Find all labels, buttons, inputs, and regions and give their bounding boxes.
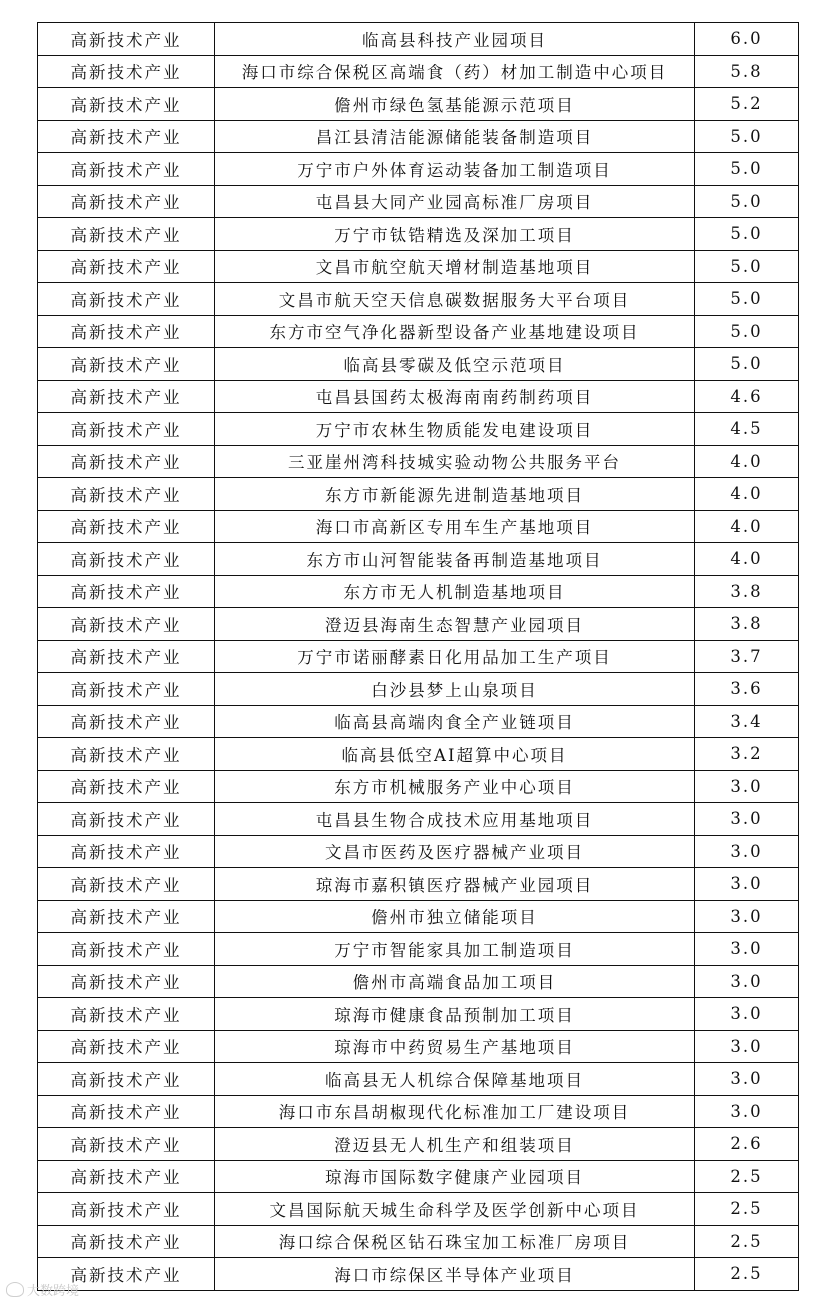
category-cell: 高新技术产业	[38, 933, 215, 966]
category-cell: 高新技术产业	[38, 1128, 215, 1161]
investment-value-cell: 5.0	[695, 283, 799, 316]
category-cell: 高新技术产业	[38, 218, 215, 251]
category-cell: 高新技术产业	[38, 283, 215, 316]
table-row	[38, 413, 799, 446]
investment-value-cell: 3.8	[695, 575, 799, 608]
project-name-cell: 屯昌县国药太极海南南药制药项目	[215, 380, 695, 413]
project-table	[37, 22, 799, 1291]
project-name-cell: 屯昌县生物合成技术应用基地项目	[215, 803, 695, 836]
project-name-cell: 澄迈县海南生态智慧产业园项目	[215, 608, 695, 641]
investment-value-cell: 4.0	[695, 543, 799, 576]
project-name-cell: 琼海市中药贸易生产基地项目	[215, 1030, 695, 1063]
table-row	[38, 23, 799, 56]
table-row	[38, 1225, 799, 1258]
investment-value-cell: 5.0	[695, 153, 799, 186]
project-table-body	[38, 23, 799, 1291]
table-row	[38, 348, 799, 381]
project-name-cell: 儋州市高端食品加工项目	[215, 965, 695, 998]
table-row	[38, 250, 799, 283]
project-name-cell: 琼海市健康食品预制加工项目	[215, 998, 695, 1031]
investment-value-cell: 4.0	[695, 510, 799, 543]
investment-value-cell: 3.0	[695, 998, 799, 1031]
category-cell: 高新技术产业	[38, 478, 215, 511]
project-name-cell: 万宁市诺丽酵素日化用品加工生产项目	[215, 640, 695, 673]
table-row	[38, 120, 799, 153]
project-name-cell: 三亚崖州湾科技城实验动物公共服务平台	[215, 445, 695, 478]
project-name-cell: 东方市机械服务产业中心项目	[215, 770, 695, 803]
investment-value-cell: 3.0	[695, 868, 799, 901]
investment-value-cell: 3.0	[695, 770, 799, 803]
category-cell: 高新技术产业	[38, 1063, 215, 1096]
project-name-cell: 琼海市嘉积镇医疗器械产业园项目	[215, 868, 695, 901]
table-row	[38, 933, 799, 966]
category-cell: 高新技术产业	[38, 380, 215, 413]
brand-logo-icon	[6, 1282, 24, 1297]
investment-value-cell: 5.0	[695, 250, 799, 283]
table-row	[38, 380, 799, 413]
project-name-cell: 海口市综合保税区高端食（药）材加工制造中心项目	[215, 55, 695, 88]
category-cell: 高新技术产业	[38, 608, 215, 641]
project-name-cell: 东方市新能源先进制造基地项目	[215, 478, 695, 511]
investment-value-cell: 3.4	[695, 705, 799, 738]
investment-value-cell: 5.0	[695, 185, 799, 218]
project-name-cell: 儋州市绿色氢基能源示范项目	[215, 88, 695, 121]
investment-value-cell: 5.0	[695, 218, 799, 251]
table-row	[38, 1193, 799, 1226]
table-row	[38, 1095, 799, 1128]
project-name-cell: 临高县无人机综合保障基地项目	[215, 1063, 695, 1096]
table-row	[38, 965, 799, 998]
category-cell: 高新技术产业	[38, 315, 215, 348]
project-name-cell: 白沙县梦上山泉项目	[215, 673, 695, 706]
table-row	[38, 835, 799, 868]
table-row	[38, 1258, 799, 1291]
category-cell: 高新技术产业	[38, 185, 215, 218]
investment-value-cell: 3.0	[695, 803, 799, 836]
table-row	[38, 283, 799, 316]
project-name-cell: 临高县科技产业园项目	[215, 23, 695, 56]
table-row	[38, 1030, 799, 1063]
investment-value-cell: 5.0	[695, 120, 799, 153]
category-cell: 高新技术产业	[38, 1095, 215, 1128]
investment-value-cell: 2.6	[695, 1128, 799, 1161]
investment-value-cell: 3.0	[695, 900, 799, 933]
category-cell: 高新技术产业	[38, 23, 215, 56]
investment-value-cell: 5.2	[695, 88, 799, 121]
category-cell: 高新技术产业	[38, 900, 215, 933]
investment-value-cell: 2.5	[695, 1193, 799, 1226]
project-name-cell: 文昌市航天空天信息碳数据服务大平台项目	[215, 283, 695, 316]
investment-value-cell: 2.5	[695, 1258, 799, 1291]
project-name-cell: 万宁市户外体育运动装备加工制造项目	[215, 153, 695, 186]
category-cell: 高新技术产业	[38, 1193, 215, 1226]
category-cell: 高新技术产业	[38, 640, 215, 673]
table-row	[38, 868, 799, 901]
investment-value-cell: 5.8	[695, 55, 799, 88]
project-name-cell: 东方市空气净化器新型设备产业基地建设项目	[215, 315, 695, 348]
project-name-cell: 海口市综保区半导体产业项目	[215, 1258, 695, 1291]
category-cell: 高新技术产业	[38, 55, 215, 88]
investment-value-cell: 4.0	[695, 478, 799, 511]
investment-value-cell: 4.5	[695, 413, 799, 446]
investment-value-cell: 5.0	[695, 315, 799, 348]
table-row	[38, 315, 799, 348]
table-row	[38, 1128, 799, 1161]
category-cell: 高新技术产业	[38, 1030, 215, 1063]
project-name-cell: 儋州市独立储能项目	[215, 900, 695, 933]
investment-value-cell: 3.8	[695, 608, 799, 641]
table-row	[38, 510, 799, 543]
investment-value-cell: 3.0	[695, 1030, 799, 1063]
category-cell: 高新技术产业	[38, 1160, 215, 1193]
project-name-cell: 海口市高新区专用车生产基地项目	[215, 510, 695, 543]
category-cell: 高新技术产业	[38, 738, 215, 771]
project-name-cell: 文昌市航空航天增材制造基地项目	[215, 250, 695, 283]
table-row	[38, 705, 799, 738]
investment-value-cell: 2.5	[695, 1160, 799, 1193]
project-name-cell: 万宁市钛锆精选及深加工项目	[215, 218, 695, 251]
project-name-cell: 屯昌县大同产业园高标准厂房项目	[215, 185, 695, 218]
category-cell: 高新技术产业	[38, 445, 215, 478]
project-name-cell: 琼海市国际数字健康产业园项目	[215, 1160, 695, 1193]
investment-value-cell: 3.6	[695, 673, 799, 706]
category-cell: 高新技术产业	[38, 1258, 215, 1291]
table-row	[38, 640, 799, 673]
category-cell: 高新技术产业	[38, 88, 215, 121]
project-name-cell: 万宁市农林生物质能发电建设项目	[215, 413, 695, 446]
table-row	[38, 738, 799, 771]
investment-value-cell: 4.6	[695, 380, 799, 413]
table-row	[38, 1063, 799, 1096]
table-row	[38, 770, 799, 803]
investment-value-cell: 3.0	[695, 1063, 799, 1096]
table-row	[38, 478, 799, 511]
category-cell: 高新技术产业	[38, 705, 215, 738]
category-cell: 高新技术产业	[38, 965, 215, 998]
table-row	[38, 543, 799, 576]
category-cell: 高新技术产业	[38, 998, 215, 1031]
table-row	[38, 218, 799, 251]
category-cell: 高新技术产业	[38, 868, 215, 901]
table-row	[38, 673, 799, 706]
project-name-cell: 临高县高端肉食全产业链项目	[215, 705, 695, 738]
category-cell: 高新技术产业	[38, 250, 215, 283]
category-cell: 高新技术产业	[38, 510, 215, 543]
project-name-cell: 临高县零碳及低空示范项目	[215, 348, 695, 381]
investment-value-cell: 3.0	[695, 965, 799, 998]
investment-value-cell: 2.5	[695, 1225, 799, 1258]
project-name-cell: 东方市无人机制造基地项目	[215, 575, 695, 608]
investment-value-cell: 3.0	[695, 835, 799, 868]
table-row	[38, 153, 799, 186]
table-row	[38, 803, 799, 836]
table-row	[38, 55, 799, 88]
category-cell: 高新技术产业	[38, 835, 215, 868]
investment-value-cell: 3.2	[695, 738, 799, 771]
category-cell: 高新技术产业	[38, 348, 215, 381]
investment-value-cell: 3.7	[695, 640, 799, 673]
watermark	[6, 1280, 79, 1299]
investment-value-cell: 6.0	[695, 23, 799, 56]
project-name-cell: 临高县低空AI超算中心项目	[215, 738, 695, 771]
investment-value-cell: 5.0	[695, 348, 799, 381]
table-row	[38, 900, 799, 933]
category-cell: 高新技术产业	[38, 770, 215, 803]
table-row	[38, 575, 799, 608]
project-name-cell: 海口综合保税区钻石珠宝加工标准厂房项目	[215, 1225, 695, 1258]
category-cell: 高新技术产业	[38, 120, 215, 153]
category-cell: 高新技术产业	[38, 575, 215, 608]
investment-value-cell: 3.0	[695, 1095, 799, 1128]
investment-value-cell: 4.0	[695, 445, 799, 478]
category-cell: 高新技术产业	[38, 413, 215, 446]
category-cell: 高新技术产业	[38, 803, 215, 836]
project-name-cell: 澄迈县无人机生产和组装项目	[215, 1128, 695, 1161]
project-name-cell: 文昌国际航天城生命科学及医学创新中心项目	[215, 1193, 695, 1226]
category-cell: 高新技术产业	[38, 153, 215, 186]
table-row	[38, 608, 799, 641]
table-row	[38, 998, 799, 1031]
project-name-cell: 海口市东昌胡椒现代化标准加工厂建设项目	[215, 1095, 695, 1128]
project-name-cell: 昌江县清洁能源储能装备制造项目	[215, 120, 695, 153]
category-cell: 高新技术产业	[38, 673, 215, 706]
category-cell: 高新技术产业	[38, 543, 215, 576]
investment-value-cell: 3.0	[695, 933, 799, 966]
watermark-text: 大数跨境	[27, 1284, 80, 1299]
table-row	[38, 445, 799, 478]
table-row	[38, 1160, 799, 1193]
project-name-cell: 文昌市医药及医疗器械产业项目	[215, 835, 695, 868]
project-name-cell: 万宁市智能家具加工制造项目	[215, 933, 695, 966]
table-row	[38, 88, 799, 121]
table-row	[38, 185, 799, 218]
project-name-cell: 东方市山河智能装备再制造基地项目	[215, 543, 695, 576]
category-cell: 高新技术产业	[38, 1225, 215, 1258]
